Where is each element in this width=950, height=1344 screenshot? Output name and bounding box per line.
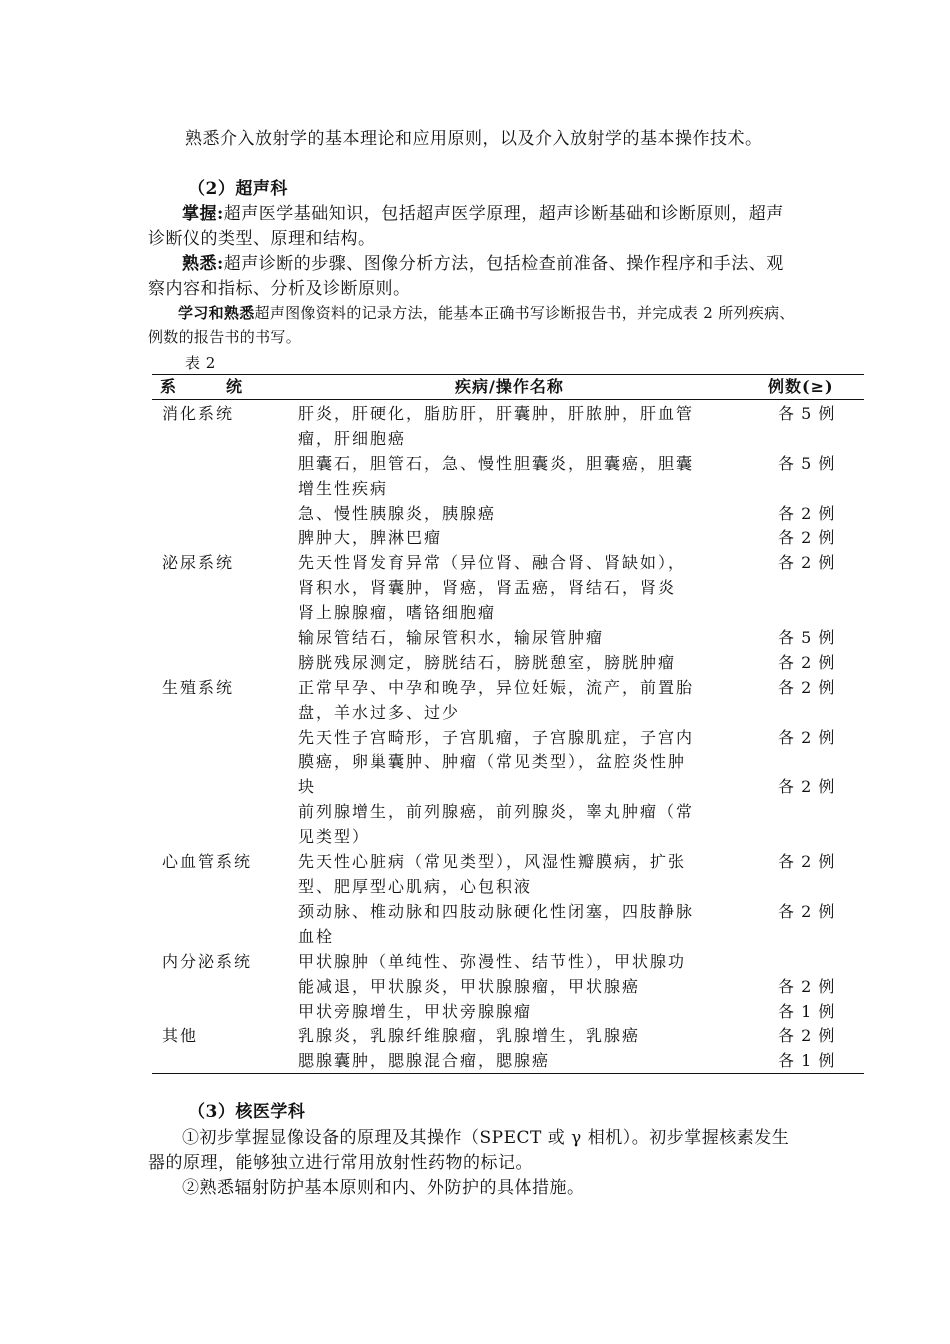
disease-line: 膀胱残尿测定，膀胱结石，膀胱憩室，膀胱肿瘤 [298, 653, 677, 672]
intro-text: 熟悉介入放射学的基本理论和应用原则，以及介入放射学的基本操作技术。 [185, 129, 763, 149]
system-digestive: 消化系统 [162, 404, 235, 423]
count-cell: 各 2 例 [778, 653, 836, 672]
system-reproductive: 生殖系统 [162, 678, 235, 697]
header-count: 例数(≥) [768, 377, 834, 396]
header-disease: 疾病/操作名称 [455, 377, 564, 396]
count-cell: 各 2 例 [778, 977, 836, 996]
count-cell: 各 2 例 [778, 504, 836, 523]
count-cell: 各 5 例 [778, 454, 836, 473]
master-label: 掌握: [182, 204, 224, 224]
study-line-2: 例数的报告书的书写。 [148, 328, 302, 346]
disease-line: 甲状腺肿（单纯性、弥漫性、结节性），甲状腺功 [298, 952, 687, 971]
disease-line: 乳腺炎，乳腺纤维腺瘤，乳腺增生，乳腺癌 [298, 1026, 641, 1045]
familiar-line-1 [182, 253, 784, 275]
ultrasound-heading: （2）超声科 [188, 179, 288, 199]
disease-line: 正常早孕、中孕和晚孕，异位妊娠，流产，前置胎 [298, 678, 695, 697]
disease-line: 胆囊石，胆管石，急、慢性胆囊炎，胆囊癌，胆囊 [298, 454, 695, 473]
disease-line: 脾肿大，脾淋巴瘤 [298, 528, 443, 547]
disease-line: 急、慢性胰腺炎，胰腺癌 [298, 504, 497, 523]
system-urinary: 泌尿系统 [162, 553, 235, 572]
disease-line: 血栓 [298, 927, 335, 946]
disease-line: 前列腺增生，前列腺癌，前列腺炎，睾丸肿瘤（常 [298, 802, 695, 821]
disease-line: 输尿管结石，输尿管积水，输尿管肿瘤 [298, 628, 605, 647]
disease-line: 肾上腺腺瘤，嗜铬细胞瘤 [298, 603, 497, 622]
count-cell: 各 2 例 [778, 852, 836, 871]
disease-line: 盘，羊水过多、过少 [298, 703, 461, 722]
study-text-1: 超声图像资料的记录方法，能基本正确书写诊断报告书，并完成表 2 所列疾病、 [254, 304, 795, 322]
disease-line: 腮腺囊肿，腮腺混合瘤，腮腺癌 [298, 1051, 551, 1070]
master-line-2: 诊断仪的类型、原理和结构。 [148, 229, 376, 249]
disease-line: 先天性肾发育异常（异位肾、融合肾、肾缺如）， [298, 553, 687, 572]
disease-line: 膜癌，卵巢囊肿、肿瘤（常见类型），盆腔炎性肿 [298, 752, 687, 771]
nuclear-heading: （3）核医学科 [188, 1102, 306, 1122]
master-text-1: 超声医学基础知识，包括超声医学原理，超声诊断基础和诊断原则，超声 [223, 204, 784, 224]
disease-line: 块 [298, 777, 317, 796]
header-system: 系 统 [160, 377, 249, 396]
disease-line: 先天性心脏病（常见类型），风湿性瓣膜病，扩张 [298, 852, 687, 871]
table-caption: 表 2 [185, 354, 216, 372]
disease-line: 增生性疾病 [298, 479, 389, 498]
count-cell: 各 2 例 [778, 1026, 836, 1045]
familiar-text-1: 超声诊断的步骤、图像分析方法，包括检查前准备、操作程序和手法、观 [223, 254, 784, 274]
familiar-label: 熟悉: [182, 254, 224, 274]
disease-line: 颈动脉、椎动脉和四肢动脉硬化性闭塞，四肢静脉 [298, 902, 695, 921]
study-line-1 [178, 302, 795, 324]
nuclear-item2: ②熟悉辐射防护基本原则和内、外防护的具体措施。 [182, 1178, 585, 1198]
table-top-rule [152, 374, 864, 375]
count-cell: 各 2 例 [778, 528, 836, 547]
table-header-rule [152, 399, 864, 400]
count-cell: 各 2 例 [778, 777, 836, 796]
count-cell: 各 1 例 [778, 1051, 836, 1070]
study-label: 学习和熟悉 [178, 304, 255, 322]
familiar-line-2: 察内容和指标、分析及诊断原则。 [148, 279, 411, 299]
system-other: 其他 [162, 1026, 199, 1045]
disease-line: 能减退，甲状腺炎，甲状腺腺瘤，甲状腺癌 [298, 977, 641, 996]
system-cardiovascular: 心血管系统 [162, 852, 253, 871]
system-endocrine: 内分泌系统 [162, 952, 253, 971]
disease-line: 型、肥厚型心肌病，心包积液 [298, 877, 533, 896]
table-bottom-rule [152, 1073, 864, 1074]
nuclear-item1-line1: ①初步掌握显像设备的原理及其操作（SPECT 或 γ 相机）。初步掌握核素发生 [182, 1128, 790, 1148]
count-cell: 各 5 例 [778, 628, 836, 647]
count-cell: 各 1 例 [778, 1002, 836, 1021]
disease-line: 肾积水，肾囊肿，肾癌，肾盂癌，肾结石，肾炎 [298, 578, 677, 597]
count-cell: 各 2 例 [778, 678, 836, 697]
count-cell: 各 2 例 [778, 902, 836, 921]
nuclear-item1-line2: 器的原理，能够独立进行常用放射性药物的标记。 [148, 1153, 533, 1173]
count-cell: 各 5 例 [778, 404, 836, 423]
count-cell: 各 2 例 [778, 728, 836, 747]
disease-line: 肝炎，肝硬化，脂肪肝，肝囊肿，肝脓肿，肝血管 [298, 404, 695, 423]
count-cell: 各 2 例 [778, 553, 836, 572]
disease-line: 瘤，肝细胞癌 [298, 429, 407, 448]
disease-line: 先天性子宫畸形，子宫肌瘤，子宫腺肌症，子宫内 [298, 728, 695, 747]
master-line-1 [182, 203, 784, 225]
disease-line: 见类型） [298, 827, 371, 846]
disease-line: 甲状旁腺增生，甲状旁腺腺瘤 [298, 1002, 533, 1021]
